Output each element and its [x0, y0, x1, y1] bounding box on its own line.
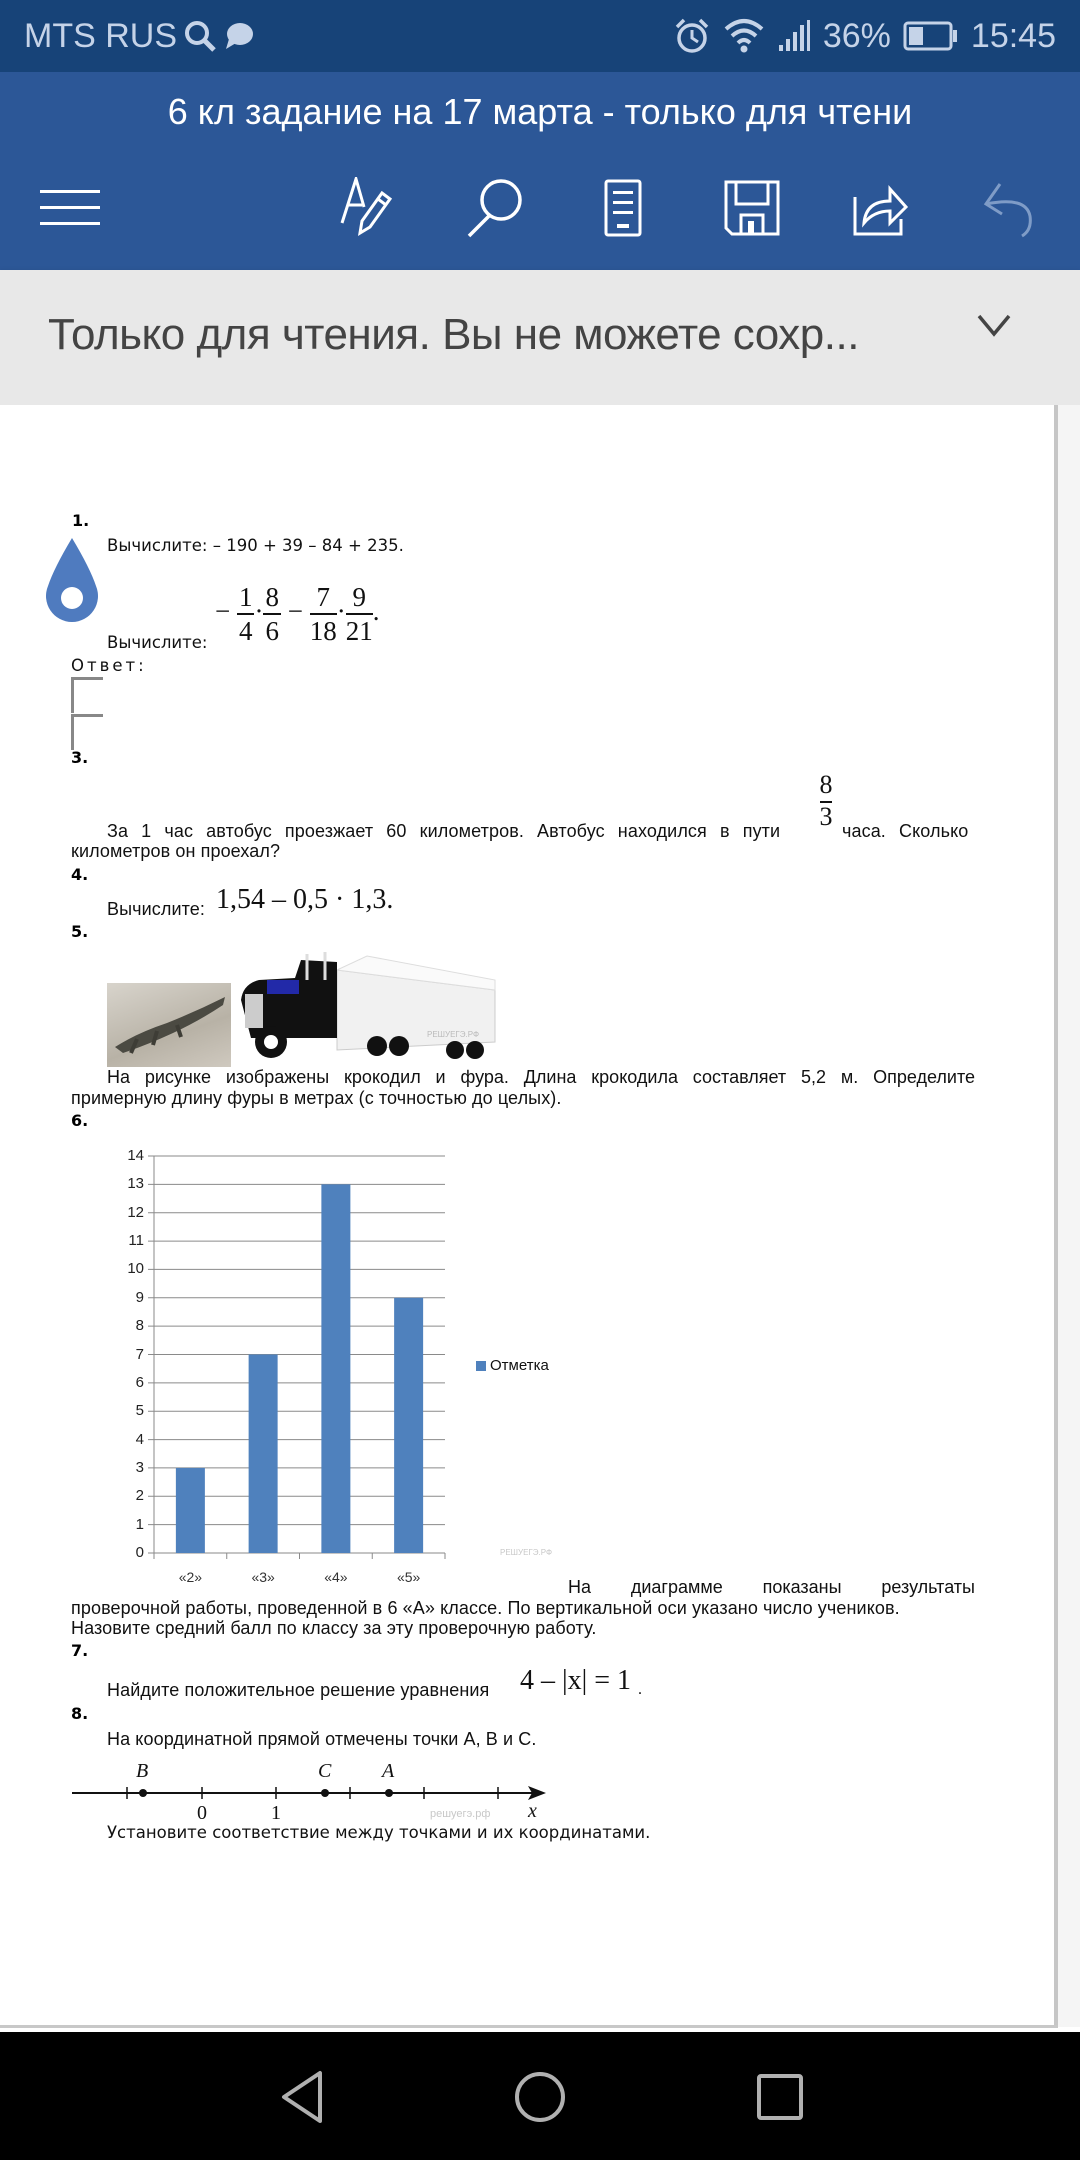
y-tick-label: 6 — [135, 1373, 144, 1391]
watermark: решуегэ.рф — [430, 1808, 491, 1820]
chat-bubble-icon — [223, 21, 255, 51]
mobile-view-icon — [603, 179, 643, 237]
question-4-label: Вычислите: — [107, 899, 205, 919]
question-number: 7. — [71, 1641, 89, 1660]
undo-icon — [982, 178, 1038, 238]
question-1-text: Вычислите: – 190 + 39 – 84 + 235. — [107, 536, 404, 555]
y-tick-label: 3 — [135, 1458, 144, 1476]
question-number: 1. — [72, 511, 90, 530]
question-2-expression: − $\frac{1}{4}$ · $\frac{8}{6}$ − $\frac{7}{18}$ · $\frac{9}{21}$ . — [215, 582, 380, 646]
search-icon — [463, 176, 527, 240]
point-a-label: A — [382, 1760, 395, 1782]
question-3-text: За 1 час автобус проезжает 60 километров. Автобус находился в пути — [107, 821, 781, 841]
watermark: РЕШУЕГЭ.РФ — [427, 1030, 480, 1039]
tick-label-1: 1 — [271, 1802, 281, 1824]
question-3-text-cont: часа. Сколько — [842, 821, 969, 841]
document-title: 6 кл задание на 17 марта - только для чтени — [167, 91, 913, 132]
question-6-text-line3: Назовите средний балл по классу за эту проверочную работу. — [71, 1618, 597, 1638]
read-only-message: Только для чтения. Вы не можете сохр... — [48, 310, 859, 359]
save-button[interactable] — [712, 168, 792, 248]
home-circle-icon — [513, 2070, 567, 2124]
expand-banner-button[interactable] — [976, 310, 1020, 360]
truck-image — [237, 950, 497, 1070]
x-tick-label: «5» — [396, 1569, 421, 1585]
question-6-text: На диаграмме показаны результаты — [568, 1577, 975, 1597]
answer-label: Ответ: — [71, 656, 147, 675]
save-floppy-icon — [723, 179, 781, 237]
y-tick-label: 0 — [135, 1544, 144, 1561]
question-5-text: На рисунке изображены крокодил и фура. Длина крокодила составляет 5,2 м. Определите — [107, 1067, 975, 1087]
question-8-instruction: Установите соответствие между точками и их координатами. — [107, 1823, 651, 1842]
y-tick-label: 14 — [127, 1147, 144, 1164]
tick-label-0: 0 — [197, 1802, 207, 1824]
mobile-view-button[interactable] — [583, 168, 663, 248]
back-button[interactable] — [268, 2062, 338, 2132]
x-tick-label: «3» — [251, 1569, 275, 1585]
alarm-icon — [673, 17, 711, 55]
legend-label: Отметка — [490, 1357, 549, 1374]
answer-input-box[interactable] — [71, 714, 103, 750]
home-button[interactable] — [505, 2062, 575, 2132]
question-7-text: Найдите положительное решение уравнения — [107, 1680, 490, 1700]
y-tick-label: 9 — [135, 1288, 144, 1306]
point-b-label: B — [136, 1760, 149, 1782]
app-header — [0, 72, 1080, 270]
cursor-drop-handle-icon — [44, 536, 100, 626]
y-tick-label: 1 — [135, 1515, 144, 1533]
question-number: 8. — [71, 1704, 89, 1723]
number-line — [70, 1760, 550, 1830]
wifi-icon — [723, 17, 765, 55]
battery-percent: 36% — [822, 16, 891, 55]
scroll-gutter — [1058, 405, 1080, 2027]
read-only-banner[interactable] — [0, 270, 1080, 405]
recents-button[interactable] — [745, 2062, 815, 2132]
hamburger-menu-icon — [38, 188, 102, 228]
y-tick-label: 5 — [135, 1402, 144, 1420]
question-3-text-line2: километров он проехал? — [71, 841, 281, 861]
question-4-expression: 1,54 – 0,5 · 1,3. — [216, 884, 394, 915]
edit-button[interactable] — [328, 168, 408, 248]
answer-input-box[interactable] — [71, 677, 103, 713]
find-button[interactable] — [455, 168, 535, 248]
question-5-text-line2: примерную длину фуры в метрах (с точностью до целых). — [71, 1088, 562, 1108]
question-number: 4. — [71, 865, 89, 884]
y-tick-label: 10 — [127, 1260, 144, 1278]
x-tick-label: «4» — [324, 1569, 348, 1585]
question-2-label: Вычислите: — [107, 633, 208, 652]
legend-swatch — [476, 1361, 486, 1371]
y-tick-label: 7 — [135, 1345, 144, 1363]
y-tick-label: 12 — [127, 1203, 144, 1221]
question-6-text-line2: проверочной работы, проведенной в 6 «А» классе. По вертикальной оси указано число учеников. — [71, 1598, 900, 1618]
navigation-bar — [0, 2032, 1080, 2160]
page-bottom-edge — [0, 2025, 1058, 2028]
watermark: РЕШУЕГЭ.РФ — [500, 1548, 553, 1557]
question-number: 5. — [71, 922, 89, 941]
bar-chart — [110, 1140, 590, 1600]
back-triangle-icon — [280, 2070, 326, 2124]
crocodile-image — [107, 983, 231, 1067]
carrier-name: MTS RUS — [24, 16, 177, 55]
toolbar — [0, 168, 1080, 258]
y-tick-label: 11 — [128, 1232, 144, 1250]
axis-label-x: x — [528, 1800, 537, 1822]
text-cursor-handle[interactable] — [44, 536, 100, 626]
share-button[interactable] — [842, 168, 922, 248]
point-c-label: C — [318, 1760, 332, 1782]
clock-time: 15:45 — [970, 16, 1056, 55]
period: . — [638, 1681, 642, 1698]
chart-legend — [476, 1357, 549, 1374]
search-icon — [183, 19, 217, 53]
y-tick-label: 4 — [135, 1430, 144, 1448]
edit-pen-icon — [338, 177, 398, 239]
recents-square-icon — [755, 2072, 805, 2122]
chevron-down-icon — [976, 310, 1012, 340]
x-tick-label: «2» — [178, 1569, 203, 1585]
y-tick-label: 2 — [135, 1487, 144, 1505]
y-tick-label: 13 — [127, 1175, 144, 1193]
undo-button[interactable] — [970, 168, 1050, 248]
question-number: 6. — [71, 1111, 89, 1130]
question-number: 3. — [71, 748, 89, 767]
y-tick-label: 8 — [135, 1317, 144, 1335]
battery-icon — [903, 21, 959, 51]
share-icon — [852, 179, 912, 237]
question-7-equation: 4 – |x| = 1 — [520, 1665, 632, 1696]
question-8-text: На координатной прямой отмечены точки А, В и С. — [107, 1729, 537, 1749]
fraction-8-3: 8 3 — [819, 770, 833, 831]
signal-icon — [777, 19, 811, 53]
status-bar — [0, 0, 1080, 72]
hamburger-menu-button[interactable] — [30, 168, 110, 248]
